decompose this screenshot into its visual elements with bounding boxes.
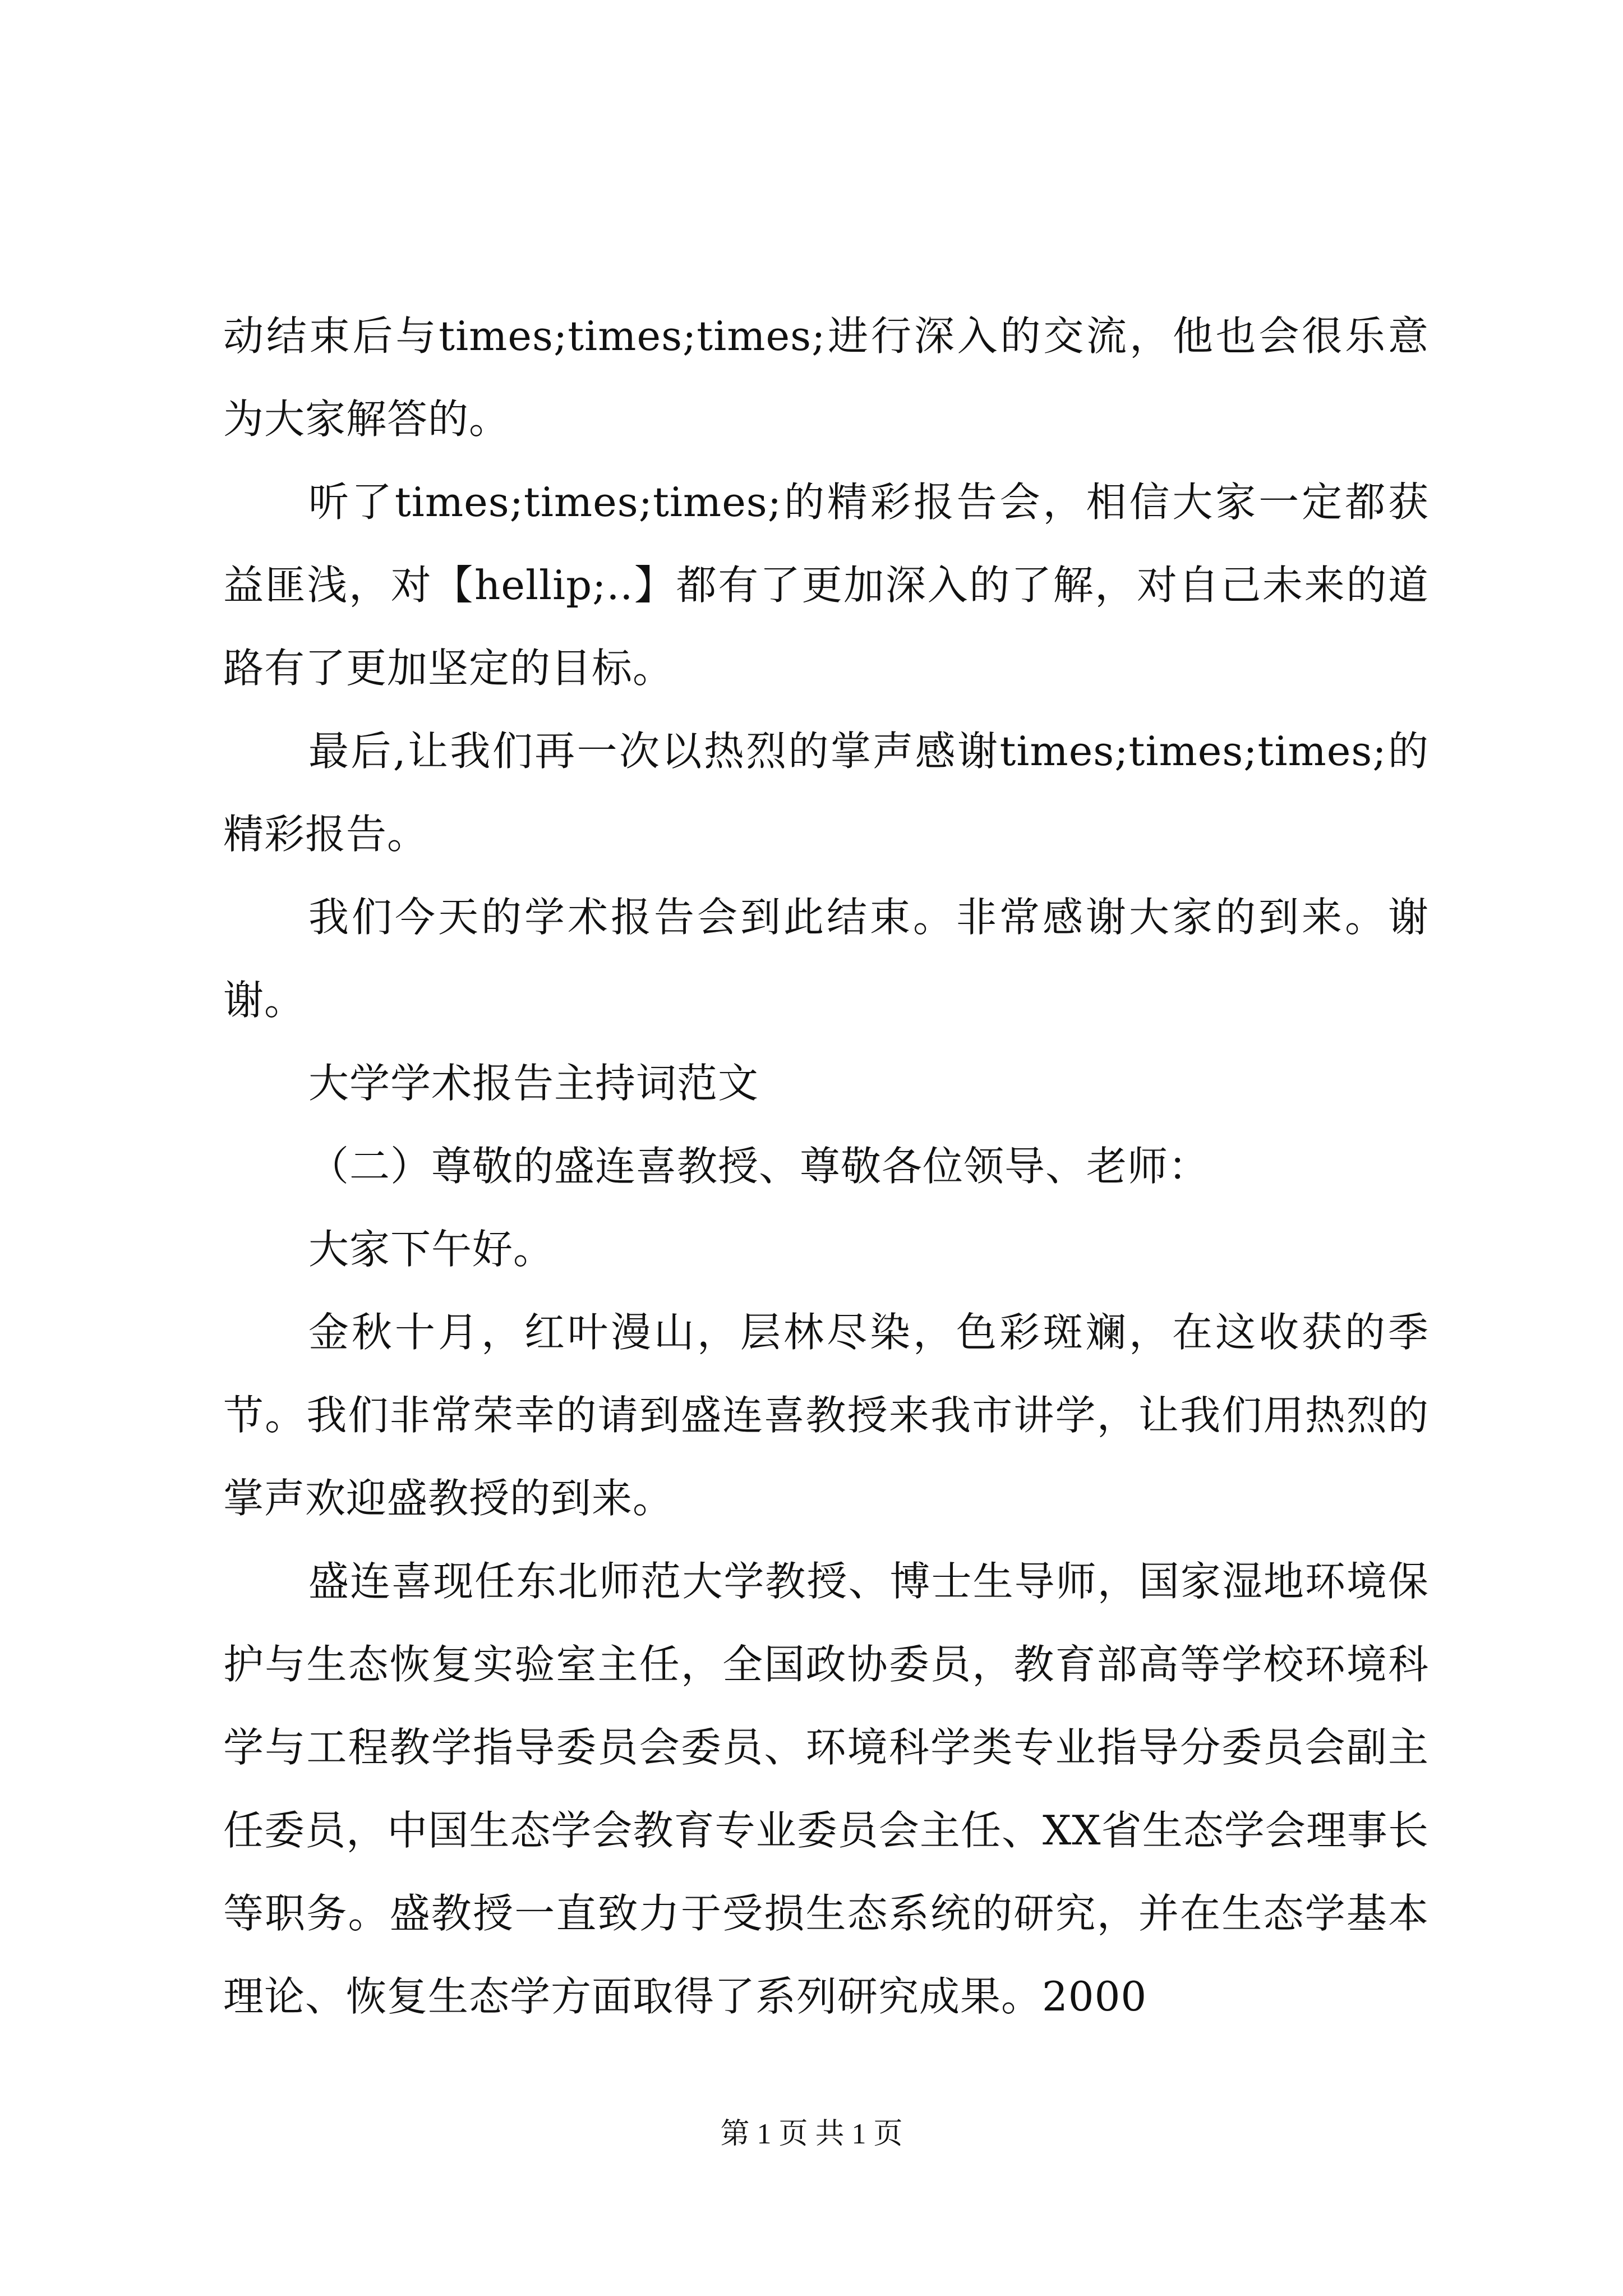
paragraph-report-summary: 听了times;times;times;的精彩报告会，相信大家一定都获益匪浅，对【hellip;..】都有了更加深入的了解，对自己未来的道路有了更加坚定的目标。 xyxy=(223,478,1429,692)
page-footer: 第 1 页 共 1 页 xyxy=(720,2118,903,2150)
section-heading: 大学学术报告主持词范文 xyxy=(308,1060,759,1107)
paragraph-continuation: 动结束后与times;times;times;进行深入的交流，他也会很乐意为大家解答的。 xyxy=(223,312,1429,443)
document-body xyxy=(223,295,1429,2038)
paragraph-closing: 我们今天的学术报告会到此结束。非常感谢大家的到来。谢谢。 xyxy=(223,894,1429,1024)
paragraph-applause-thanks: 最后,让我们再一次以热烈的掌声感谢times;times;times;的精彩报告。 xyxy=(223,728,1429,858)
paragraph-greeting: 大家下午好。 xyxy=(308,1226,555,1273)
paragraph-salutation: （二）尊敬的盛连喜教授、尊敬各位领导、老师： xyxy=(308,1143,1210,1190)
paragraph-welcome: 金秋十月，红叶漫山，层林尽染，色彩斑斓，在这收获的季节。我们非常荣幸的请到盛连喜教授来我市讲学，让我们用热烈的掌声欢迎盛教授的到来。 xyxy=(223,1309,1429,1522)
paragraph-speaker-bio: 盛连喜现任东北师范大学教授、博士生导师，国家湿地环境保护与生态恢复实验室主任，全国政协委员，教育部高等学校环境科学与工程教学指导委员会委员、环境科学类专业指导分委员会副主任委员，中国生态学会教育专业委员会主任、XX省生态学会理事长等职务。盛教授一直致力于受损生态系统的研究，并在生态学基本理论、恢复生态学方面取得了系列研究成果。2000 xyxy=(223,1558,1429,2020)
